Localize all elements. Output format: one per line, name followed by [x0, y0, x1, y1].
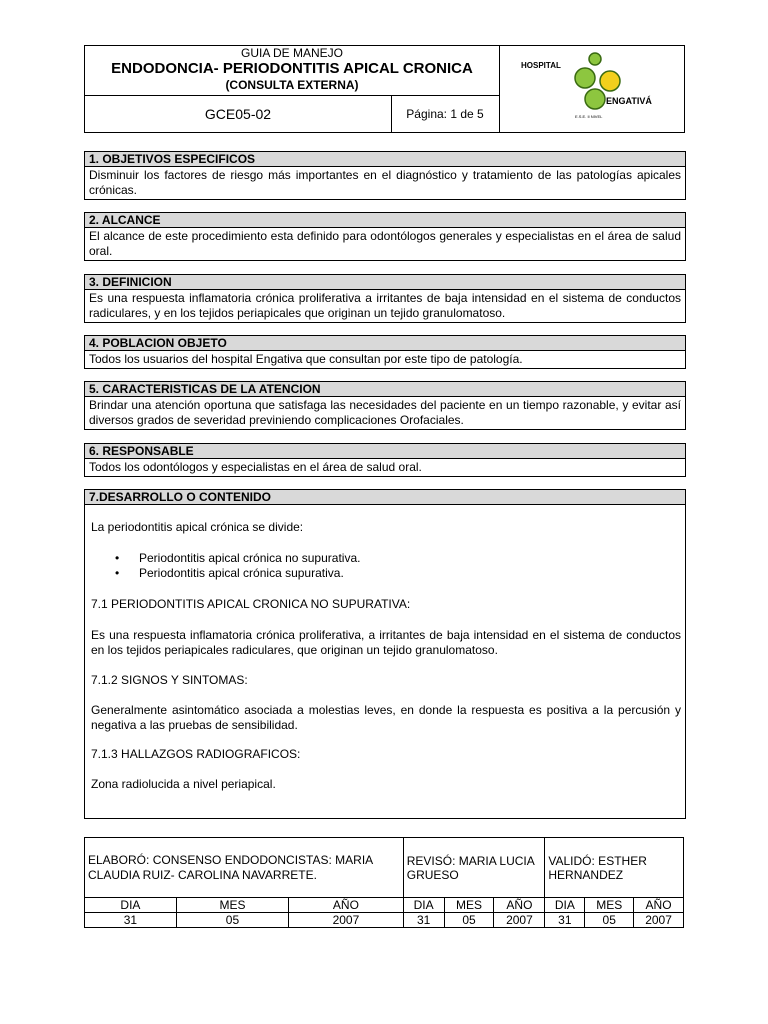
date-value: 05 — [585, 913, 634, 928]
date-header: DIA — [545, 898, 585, 913]
subsection-title: 7.1.3 HALLAZGOS RADIOGRAFICOS: — [91, 747, 301, 761]
logo-tagline: E.S.E. II NIVEL — [575, 114, 603, 119]
date-value: 2007 — [634, 913, 684, 928]
section-heading: 6. RESPONSABLE — [85, 444, 685, 459]
section-development — [84, 489, 686, 819]
section-heading: 7.DESARROLLO O CONTENIDO — [85, 490, 685, 505]
date-value: 2007 — [289, 913, 404, 928]
doc-code: GCE05-02 — [85, 96, 392, 132]
classification-list — [91, 551, 681, 581]
section-body: Disminuir los factores de riesgo más importantes en el diagnóstico y tratamiento de las patologías apicales crónicas. — [89, 168, 681, 197]
date-value: 2007 — [494, 913, 545, 928]
subsection-text: Es una respuesta inflamatoria crónica proliferativa, a irritantes de baja intensidad en el sistema de conductos en los tejidos periapicales radiculares, que originan un tejido granulomatoso. — [91, 628, 681, 657]
doc-title: ENDODONCIA- PERIODONTITIS APICAL CRONICA — [111, 60, 473, 77]
section-body: Es una respuesta inflamatoria crónica proliferativa a irritantes de baja intensidad en el sistema de conductos radiculares, y en los tejidos periapicales que originan un tejido granulomatoso. — [89, 291, 681, 320]
header-title-block — [85, 46, 499, 96]
elaborated-by: ELABORÓ: CONSENSO ENDODONCISTAS: MARIA CLAUDIA RUIZ- CAROLINA NAVARRETE. — [85, 838, 404, 898]
section-body: Todos los usuarios del hospital Engativa que consultan por este tipo de patología. — [89, 352, 523, 366]
date-header: AÑO — [634, 898, 684, 913]
section-population — [84, 335, 686, 369]
hospital-logo-icon — [499, 46, 685, 132]
validated-by: VALIDÓ: ESTHER HERNANDEZ — [545, 838, 684, 898]
section-heading: 3. DEFINICION — [85, 275, 685, 290]
section-responsible — [84, 443, 686, 477]
date-value: 31 — [545, 913, 585, 928]
date-header: MES — [585, 898, 634, 913]
list-item: • Periodontitis apical crónica no supurativa. — [133, 551, 681, 566]
date-value: 31 — [403, 913, 444, 928]
section-heading: 4. POBLACION OBJETO — [85, 336, 685, 351]
header-left — [85, 46, 500, 132]
subsection-text: Generalmente asintomático asociada a molestias leves, en donde la respuesta es positiva a la percusión y negativa a las pruebas de sensibilidad. — [91, 703, 681, 732]
section-heading: 1. OBJETIVOS ESPECIFICOS — [85, 152, 685, 167]
subsection-title: 7.1.2 SIGNOS Y SINTOMAS: — [91, 673, 248, 687]
page-number: Página: 1 de 5 — [406, 107, 484, 121]
doc-type: GUIA DE MANEJO — [240, 46, 344, 60]
subsection-title: 7.1 PERIODONTITIS APICAL CRONICA NO SUPURATIVA: — [91, 597, 411, 611]
date-value: 05 — [444, 913, 494, 928]
date-value: 05 — [176, 913, 288, 928]
date-header: DIA — [403, 898, 444, 913]
section-objectives — [84, 151, 686, 200]
date-header: MES — [176, 898, 288, 913]
date-header: AÑO — [289, 898, 404, 913]
section-definition — [84, 274, 686, 323]
section-scope — [84, 212, 686, 261]
development-content — [85, 520, 685, 792]
subsection-text: Zona radiolucida a nivel periapical. — [91, 777, 276, 791]
date-header: DIA — [85, 898, 177, 913]
logo-text-bottom: ENGATIVÁ — [606, 96, 652, 106]
list-item: • Periodontitis apical crónica supurativa. — [133, 566, 681, 581]
development-intro: La periodontitis apical crónica se divide: — [91, 520, 304, 534]
section-body: El alcance de este procedimiento esta definido para odontólogos generales y especialistas en el área de salud oral. — [89, 229, 681, 258]
approval-table — [84, 837, 684, 928]
section-care-characteristics — [84, 381, 686, 430]
doc-subtitle: (CONSULTA EXTERNA) — [225, 78, 359, 92]
date-header: MES — [444, 898, 494, 913]
section-heading: 2. ALCANCE — [85, 213, 685, 228]
section-body: Todos los odontólogos y especialistas en el área de salud oral. — [89, 460, 422, 474]
date-value: 31 — [85, 913, 177, 928]
section-heading: 5. CARACTERISTICAS DE LA ATENCION — [85, 382, 685, 397]
section-body: Brindar una atención oportuna que satisfaga las necesidades del paciente en un tiempo razonable, y evitar así diversos grados de severidad previniendo complicaciones Orofaciales. — [89, 398, 681, 427]
document-header — [84, 45, 685, 133]
date-header: AÑO — [494, 898, 545, 913]
logo-text-top: HOSPITAL — [521, 61, 561, 70]
reviewed-by: REVISÓ: MARIA LUCIA GRUESO — [403, 838, 545, 898]
hospital-logo — [499, 46, 685, 132]
